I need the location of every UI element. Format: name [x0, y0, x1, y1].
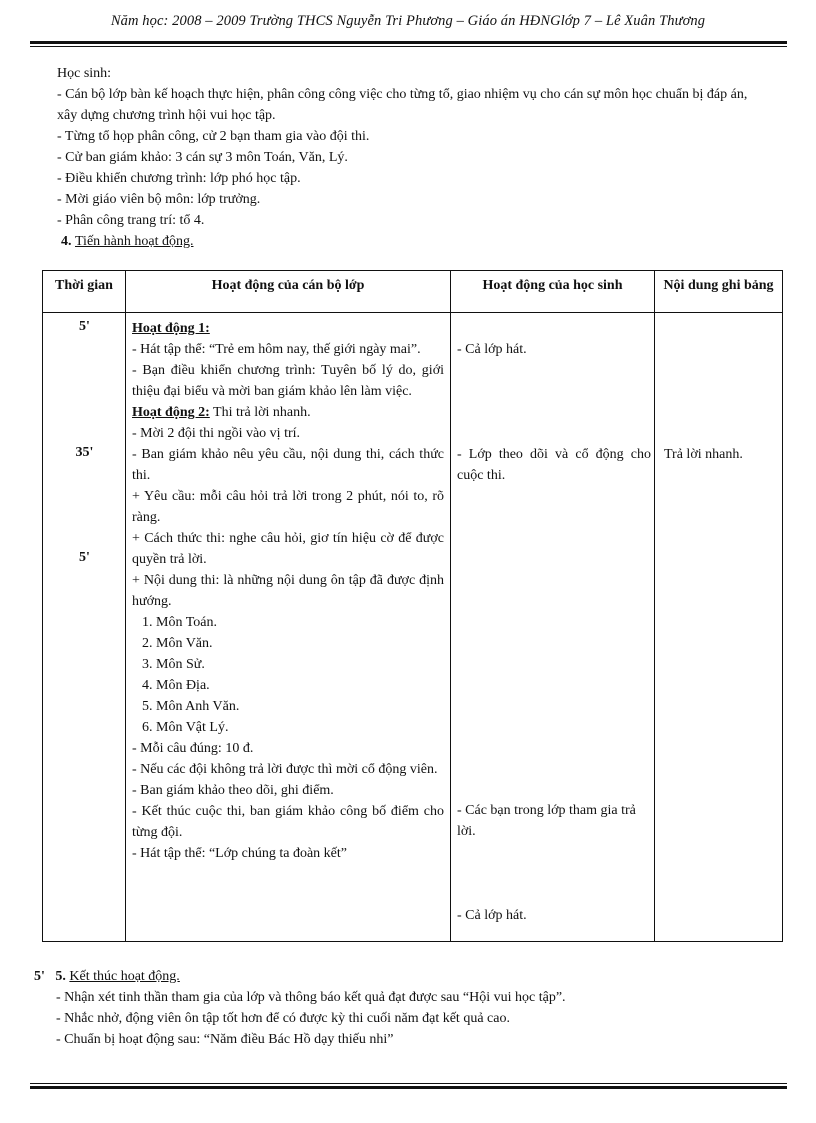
intro-line: - Điều khiển chương trình: lớp phó học tập.	[57, 171, 301, 186]
activity-line: + Nội dung thi: là những nội dung ôn tập đã được định hướng.	[132, 573, 444, 609]
activity-2-label: Hoạt động 2:	[132, 405, 210, 420]
footer-rule-thin	[30, 1083, 787, 1084]
section-number: 4.	[61, 234, 72, 249]
intro-line: - Mời giáo viên bộ môn: lớp trưởng.	[57, 192, 261, 207]
intro-line: - Cán bộ lớp bàn kế hoạch thực hiện, phân công công việc cho từng tổ, giao nhiệm vụ cho cán sự môn học chuẩn bị đáp án, xây dựng chương trình hội vui học tập.	[57, 87, 748, 123]
intro-line: Học sinh:	[57, 66, 112, 81]
activity-1-heading: Hoạt động 1:	[132, 321, 210, 336]
header-rule	[30, 41, 787, 44]
column-header-board: Nội dung ghi bảng	[655, 271, 783, 313]
section-5-time: 5'	[34, 969, 45, 984]
activity-line: - Hát tập thể: “Trẻ em hôm nay, thế giới ngày mai”.	[132, 342, 421, 357]
activity-line: - Bạn điều khiển chương trình: Tuyên bố lý do, giới thiệu đại biểu và mời ban giám khảo lên làm việc.	[132, 363, 444, 399]
subject-item: 5. Môn Anh Văn.	[142, 699, 240, 714]
table-row	[43, 313, 783, 942]
activity-line: - Nếu các đội không trả lời được thì mời cổ động viên.	[132, 762, 438, 777]
activity-2-title: Thi trả lời nhanh.	[209, 405, 311, 420]
column-header-time: Thời gian	[43, 271, 126, 313]
subject-item: 1. Môn Toán.	[142, 615, 217, 630]
student-activity: - Các bạn trong lớp tham gia trả lời.	[457, 803, 636, 839]
section-title: Kết thúc hoạt động.	[69, 969, 180, 984]
class-officer-activities	[126, 313, 451, 942]
board-content	[655, 313, 783, 942]
section-number: 5.	[55, 969, 66, 984]
subject-item: 4. Môn Địa.	[142, 678, 210, 693]
page-header: Năm học: 2008 – 2009 Trường THCS Nguyễn Tri Phương – Giáo án HĐNGlớp 7 – Lê Xuân Thương	[110, 13, 706, 29]
student-activity: - Lớp theo dõi và cổ động cho cuộc thi.	[457, 447, 651, 483]
activity-line: - Kết thúc cuộc thi, ban giám khảo công bố điểm cho từng đội.	[132, 804, 444, 840]
activity-table	[42, 270, 783, 942]
intro-line: - Cử ban giám khảo: 3 cán sự 3 môn Toán, Văn, Lý.	[57, 150, 348, 165]
section-5	[34, 966, 774, 1050]
activity-line: + Yêu cầu: mỗi câu hỏi trả lời trong 2 phút, nói to, rõ ràng.	[132, 489, 444, 525]
outro-line: - Nhận xét tinh thần tham gia của lớp và thông báo kết quả đạt được sau “Hội vui học tập”.	[56, 990, 566, 1005]
student-activity: - Cả lớp hát.	[457, 342, 527, 357]
activity-line: + Cách thức thi: nghe câu hỏi, giơ tín hiệu cờ để được quyền trả lời.	[132, 531, 444, 567]
time-value: 5'	[79, 550, 90, 565]
intro-line: - Phân công trang trí: tổ 4.	[57, 213, 205, 228]
intro-line: - Từng tổ họp phân công, cử 2 bạn tham gia vào đội thi.	[57, 129, 370, 144]
outro-line: - Chuẩn bị hoạt động sau: “Năm điều Bác Hồ dạy thiếu nhi”	[56, 1032, 394, 1047]
activity-line: - Ban giám khảo theo dõi, ghi điểm.	[132, 783, 334, 798]
column-header-class-officers: Hoạt động của cán bộ lớp	[126, 271, 451, 313]
student-activity: - Cả lớp hát.	[457, 908, 527, 923]
activity-2-heading	[132, 402, 444, 423]
section-title: Tiến hành hoạt động.	[75, 234, 194, 249]
section-4-heading	[61, 231, 767, 252]
subject-item: 2. Môn Văn.	[142, 636, 213, 651]
activity-line: - Hát tập thể: “Lớp chúng ta đoàn kết”	[132, 846, 347, 861]
student-activities	[451, 313, 655, 942]
section-5-heading	[34, 966, 774, 987]
subject-item: 3. Môn Sử.	[142, 657, 205, 672]
board-note: Trả lời nhanh.	[664, 447, 743, 462]
table-header-row	[43, 271, 783, 313]
time-cell	[43, 313, 126, 942]
time-value: 35'	[75, 445, 94, 460]
footer-rule	[30, 1086, 787, 1089]
time-value: 5'	[79, 319, 90, 334]
column-header-students: Hoạt động của học sinh	[451, 271, 655, 313]
intro-section	[57, 63, 767, 252]
activity-line: - Mỗi câu đúng: 10 đ.	[132, 741, 254, 756]
subject-item: 6. Môn Vật Lý.	[142, 720, 229, 735]
outro-line: - Nhắc nhở, động viên ôn tập tốt hơn để có được kỳ thi cuối năm đạt kết quả cao.	[56, 1011, 510, 1026]
header-rule-thin	[30, 46, 787, 47]
activity-line: - Ban giám khảo nêu yêu cầu, nội dung thi, cách thức thi.	[132, 447, 444, 483]
activity-line: - Mời 2 đội thi ngồi vào vị trí.	[132, 426, 301, 441]
